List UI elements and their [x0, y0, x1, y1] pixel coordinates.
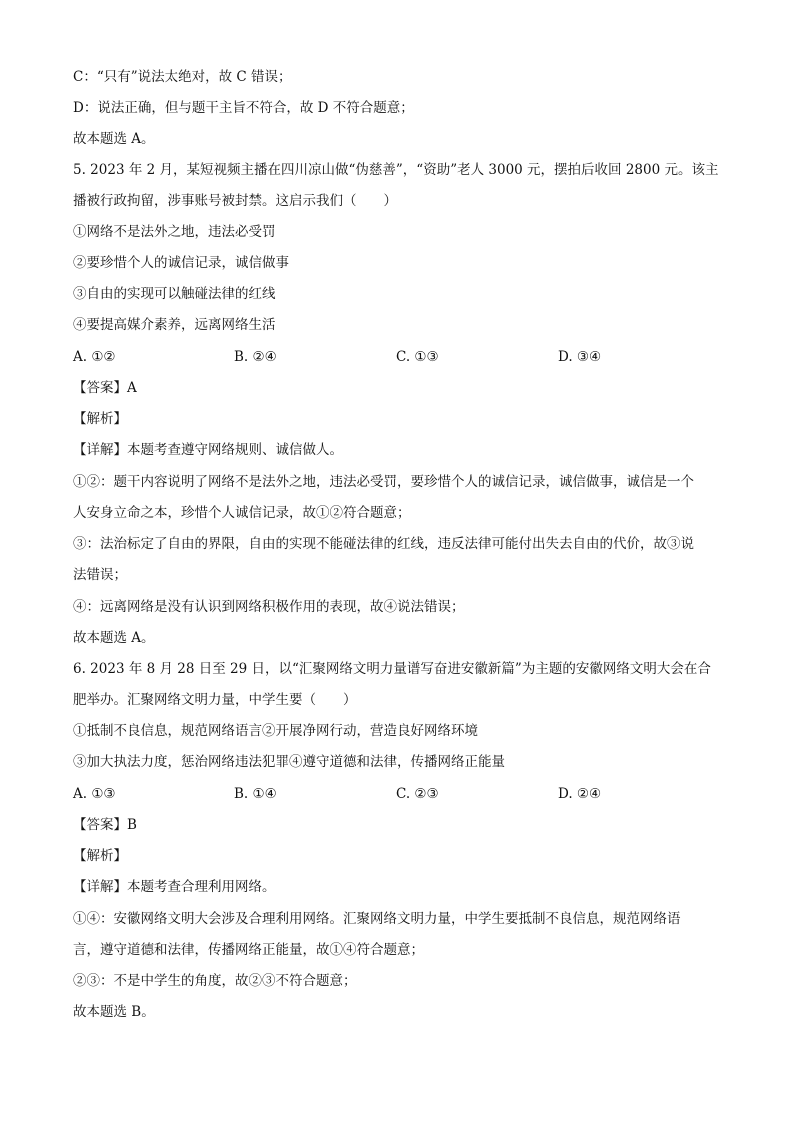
q5-explanation-3: ④：远离网络是没有认识到网络积极作用的表现，故④说法错误； [73, 599, 465, 615]
q6-option-b: B. ①④ [234, 786, 277, 802]
q5-explanation-1-line1: ①②：题干内容说明了网络不是法外之地，违法必受罚，要珍惜个人的诚信记录，诚信做事，诚信是一个 [73, 474, 694, 490]
q6-analysis-heading: 【解析】 [73, 848, 127, 864]
q5-stem-line1: 5. 2023 年 2 月，某短视频主播在四川凉山做“伪慈善”，“资助”老人 3000 元，摆拍后收回 2800 元。该主 [73, 162, 719, 178]
q5-stem-line2: 播被行政拘留，涉事账号被封禁。这启示我们（ ） [73, 193, 397, 209]
prev-option-c-explanation: C：“只有”说法太绝对，故 C 错误； [73, 69, 292, 85]
q5-conclusion: 故本题选 A。 [73, 630, 155, 646]
q5-answer: 【答案】A [73, 380, 137, 396]
prev-option-d-explanation: D：说法正确，但与题干主旨不符合，故 D 不符合题意； [73, 100, 414, 116]
q6-statements-3-4: ③加大执法力度，惩治网络违法犯罪④遵守道德和法律，传播网络正能量 [73, 754, 505, 770]
q5-statement-3: ③自由的实现可以触碰法律的红线 [73, 286, 276, 302]
q5-option-d: D. ③④ [558, 349, 602, 365]
q5-statement-4: ④要提高媒介素养，远离网络生活 [73, 317, 276, 333]
q5-explanation-1-line2: 人安身立命之本，珍惜个人诚信记录，故①②符合题意； [73, 505, 411, 521]
q6-stem-line2: 肥举办。汇聚网络文明力量，中学生要（ ） [73, 692, 357, 708]
q5-option-c: C. ①③ [396, 349, 439, 365]
q6-answer: 【答案】B [73, 817, 137, 833]
q5-statement-2: ②要珍惜个人的诚信记录，诚信做事 [73, 255, 289, 271]
q6-detail: 【详解】本题考查合理利用网络。 [73, 879, 276, 895]
q6-explanation-1-line2: 言，遵守道德和法律，传播网络正能量，故①④符合题意； [73, 942, 424, 958]
q5-detail: 【详解】本题考查遵守网络规则、诚信做人。 [73, 442, 343, 458]
q6-explanation-1-line1: ①④：安徽网络文明大会涉及合理利用网络。汇聚网络文明力量，中学生要抵制不良信息，规范网络语 [73, 911, 681, 927]
q6-explanation-2: ②③：不是中学生的角度，故②③不符合题意； [73, 973, 357, 989]
q5-option-a: A. ①② [73, 349, 116, 365]
q6-conclusion: 故本题选 B。 [73, 1004, 155, 1020]
q6-option-d: D. ②④ [558, 786, 602, 802]
q6-stem-line1: 6. 2023 年 8 月 28 日至 29 日，以“汇聚网络文明力量谱写奋进安徽新篇”为主题的安徽网络文明大会在合 [73, 661, 711, 677]
q5-option-b: B. ②④ [234, 349, 277, 365]
q6-option-c: C. ②③ [396, 786, 439, 802]
q5-statement-1: ①网络不是法外之地，违法必受罚 [73, 224, 276, 240]
q6-option-a: A. ①③ [73, 786, 116, 802]
q5-explanation-2-line1: ③：法治标定了自由的界限，自由的实现不能碰法律的红线，违反法律可能付出失去自由的代价，故③说 [73, 536, 694, 552]
q5-analysis-heading: 【解析】 [73, 411, 127, 427]
prev-conclusion: 故本题选 A。 [73, 131, 155, 147]
q5-explanation-2-line2: 法错误； [73, 567, 127, 583]
q6-statements-1-2: ①抵制不良信息，规范网络语言②开展净网行动，营造良好网络环境 [73, 723, 478, 739]
